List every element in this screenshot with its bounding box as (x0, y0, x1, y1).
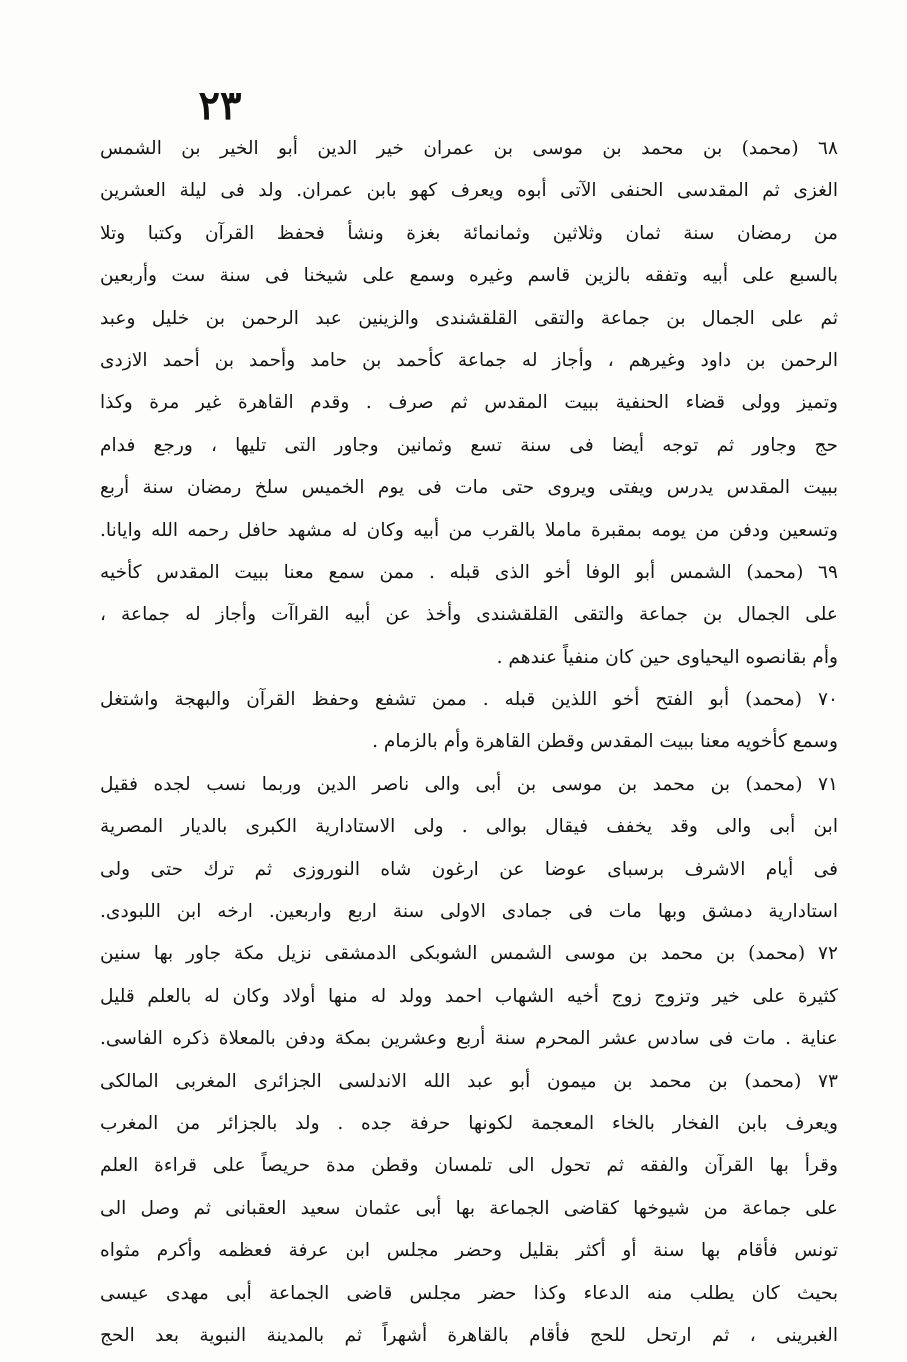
text-line: من رمضان سنة ثمان وثلاثين وثمانمائة بغزة ونشأ فحفظ القرآن وكتبا وتلا (100, 222, 838, 244)
text-line: ابن أبى والى وقد يخفف فيقال بوالى . ولى الاستادارية الكبرى بالديار المصرية (100, 816, 838, 838)
text-line: ويعرف بابن الفخار بالخاء المعجمة لكونها حرفة جده . ولد بالجزائر من المغرب (100, 1112, 838, 1134)
text-line: ٦٩ (محمد) الشمس أبو الوفا أخو الذى قبله . ممن سمع معنا ببيت المقدس كأخيه (100, 561, 838, 583)
text-line: عناية . مات فى سادس عشر المحرم سنة أربع وعشرين بمكة ودفن بالمعلاة ذكره الفاسى. (100, 1028, 838, 1050)
text-line: بحيث كان يطلب منه الدعاء وكذا حضر مجلس قاضى الجماعة أبى مهدى عيسى (100, 1282, 838, 1304)
text-line: وأم بقانصوه اليحياوى حين كان منفياً عندهم . (496, 646, 838, 668)
text-line: ٧١ (محمد) بن محمد بن موسى بن أبى والى ناصر الدين وربما نسب لجده فقيل (100, 773, 838, 795)
text-line: ببيت المقدس يدرس ويفتى ويروى حتى مات فى يوم الخميس سلخ رمضان سنة أربع (100, 477, 838, 499)
text-line: وتسعين ودفن من يومه بمقبرة ماملا بالقرب من أبيه وكان له مشهد حافل رحمه الله وايانا. (100, 519, 838, 541)
text-line: الغبرينى ، ثم ارتحل للحج فأقام بالقاهرة أشهراً ثم بالمدينة النبوية بعد الحج (100, 1324, 838, 1346)
text-line: ٧٢ (محمد) بن محمد بن موسى الشمس الشوبكى الدمشقى نزيل مكة جاور بها سنين (100, 943, 838, 965)
text-line: حج وجاور ثم توجه أيضا فى سنة تسع وثمانين وجاور التى تليها ، ورجع فدام (100, 434, 838, 456)
text-line: على الجمال بن جماعة والتقى القلقشندى وأخذ عن أبيه القراآت وأجاز له جماعة ، (100, 604, 838, 626)
text-line: الرحمن بن داود وغيرهم ، وأجاز له جماعة كأحمد بن حامد وأحمد بن أحمد الازدى (100, 349, 838, 371)
text-line: فى أيام الاشرف برسباى عوضا عن ارغون شاه النوروزى ثم ترك حتى ولى (100, 858, 838, 880)
text-line: ثم على الجمال بن جماعة والتقى القلقشندى والزينين عبد الرحمن بن خليل وعبد (100, 307, 838, 329)
text-line: وتميز وولى قضاء الحنفية ببيت المقدس ثم صرف . وقدم القاهرة غير مرة وكذا (100, 392, 838, 414)
text-line: استادارية دمشق وبها مات فى جمادى الاولى سنة اربع واربعين. ارخه ابن اللبودى. (100, 901, 838, 923)
text-line: كثيرة على خير وتزوج زوج أخيه الشهاب احمد وولد له منها أولاد وكان له بالعلم قليل (100, 985, 838, 1007)
body-text (100, 128, 838, 1357)
text-line: تونس فأقام بها سنة أو أكثر بقليل وحضر مجلس ابن عرفة فعظمه وأكرم مثواه (100, 1240, 838, 1262)
text-line: الغزى ثم المقدسى الحنفى الآتى أبوه ويعرف كهو بابن عمران. ولد فى ليلة العشرين (100, 180, 838, 202)
text-line: بالسبع على أبيه وتفقه بالزين قاسم وغيره وسمع على شيخنا فى سنة ست وأربعين (100, 265, 838, 287)
page-number: ٢٣ (198, 82, 242, 129)
text-line: ٧٠ (محمد) أبو الفتح أخو اللذين قبله . ممن تشفع وحفظ القرآن والبهجة واشتغل (100, 689, 838, 711)
text-line: على جماعة من شيوخها كقاضى الجماعة بها أبى عثمان سعيد العقبانى ثم وصل الى (100, 1197, 838, 1219)
text-line: وسمع كأخويه معنا ببيت المقدس وقطن القاهرة وأم بالزمام . (372, 731, 838, 753)
text-line: وقرأ بها القرآن والفقه ثم تحول الى تلمسان وقطن مدة حريصاً على قراءة العلم (100, 1155, 838, 1177)
text-line: ٦٨ (محمد) بن محمد بن موسى بن عمران خير الدين أبو الخير بن الشمس (100, 138, 838, 159)
text-line: ٧٣ (محمد) بن محمد بن ميمون أبو عبد الله الاندلسى الجزائرى المغربى المالكى (100, 1070, 838, 1092)
